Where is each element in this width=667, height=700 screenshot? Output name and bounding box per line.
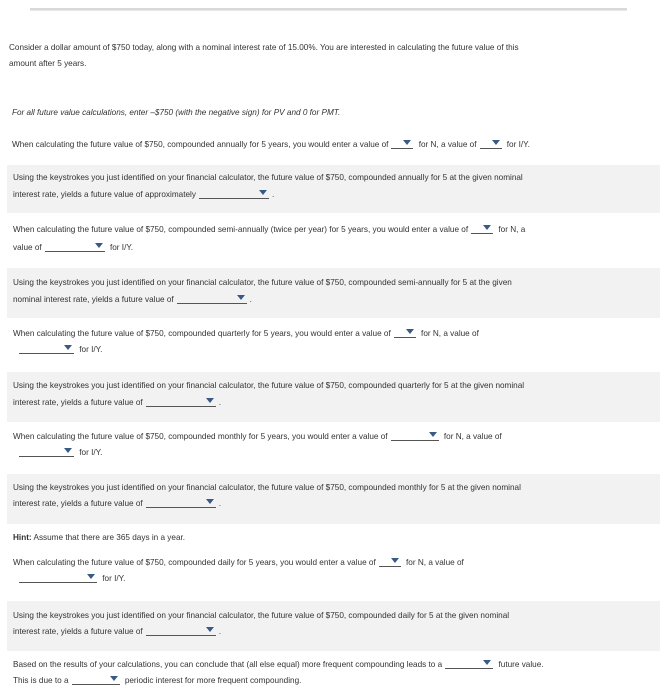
semi-fv-block — [7, 268, 660, 318]
monthly-fv-line-1: Using the keystrokes you just identified on your financial calculator, the future value of $750, compounded monthly for 5 at the given nominal — [13, 483, 521, 492]
quarterly-fv-text: interest rate, yields a future value of — [13, 398, 143, 407]
quarterly-line-2 — [13, 342, 102, 357]
chevron-down-icon — [95, 243, 103, 248]
annual-text-2: for N, a value of — [418, 140, 477, 149]
hint-label: Hint: — [13, 533, 32, 542]
chevron-down-icon — [403, 140, 411, 145]
annual-n-dropdown[interactable] — [391, 138, 413, 149]
daily-line-1 — [13, 555, 464, 570]
chevron-down-icon — [64, 345, 72, 350]
quarterly-fv-block — [7, 372, 660, 422]
quarterly-fv-line-1: Using the keystrokes you just identified on your financial calculator, the future value of $750, compounded quarterly for 5 at the given nominal — [13, 381, 525, 390]
daily-fv-dropdown[interactable] — [146, 625, 216, 636]
daily-fv-block — [7, 601, 660, 651]
annual-fv-text: interest rate, yields a future value of approximately — [13, 190, 196, 199]
daily-iy-dropdown[interactable] — [19, 572, 97, 583]
daily-text-1: When calculating the future value of $750, compounded daily for 5 years, you would enter a value of — [13, 558, 376, 567]
conclusion-text-1: Based on the results of your calculations, you can conclude that (all else equal) more frequent compounding leads to a — [13, 660, 443, 669]
chevron-down-icon — [206, 499, 214, 504]
annual-fv-dropdown[interactable] — [199, 188, 269, 199]
conclusion-interest-dropdown[interactable] — [72, 674, 120, 685]
intro-line-2: amount after 5 years. — [9, 59, 87, 68]
monthly-line-1 — [13, 429, 502, 444]
semi-text-2: for N, a — [498, 225, 526, 234]
instruction-note: For all future value calculations, enter –$750 (with the negative sign) for PV and 0 for PMT. — [12, 108, 341, 117]
chevron-down-icon — [483, 660, 491, 665]
chevron-down-icon — [206, 627, 214, 632]
monthly-line-2 — [13, 445, 102, 460]
daily-hint — [13, 530, 185, 545]
chevron-down-icon — [206, 398, 214, 403]
monthly-text-3: for I/Y. — [79, 448, 103, 457]
hint-text: Assume that there are 365 days in a year. — [33, 533, 186, 542]
annual-fv-line-2 — [13, 187, 274, 202]
monthly-n-dropdown[interactable] — [391, 430, 439, 441]
annual-iy-dropdown[interactable] — [480, 138, 502, 149]
annual-text-1: When calculating the future value of $750, compounded annually for 5 years, you would enter a value of — [12, 140, 389, 149]
semi-iy-dropdown[interactable] — [45, 241, 105, 252]
conclusion-text-2: future value. — [498, 660, 544, 669]
semi-fv-period: . — [249, 295, 252, 304]
chevron-down-icon — [492, 140, 500, 145]
monthly-fv-line-2 — [13, 496, 221, 511]
daily-fv-period: . — [218, 627, 221, 636]
monthly-iy-dropdown[interactable] — [19, 446, 74, 457]
semi-text-3: value of — [13, 243, 42, 252]
semi-fv-text: nominal interest rate, yields a future value of — [13, 295, 174, 304]
problem-intro — [9, 40, 519, 72]
quarterly-fv-line-2 — [13, 395, 221, 410]
semi-n-dropdown[interactable] — [471, 223, 493, 234]
monthly-fv-dropdown[interactable] — [146, 497, 216, 508]
semi-fv-line-1: Using the keystrokes you just identified on your financial calculator, the future value of $750, compounded semi-annually for 5 at the given — [13, 278, 512, 287]
semi-block — [7, 219, 660, 264]
chevron-down-icon — [64, 448, 72, 453]
semi-text-4: for I/Y. — [109, 243, 134, 252]
conclusion-line-1 — [13, 657, 544, 672]
daily-n-dropdown[interactable] — [379, 556, 401, 567]
semi-fv-line-2 — [13, 292, 252, 307]
annual-fv-period: . — [271, 190, 275, 199]
chevron-down-icon — [237, 295, 245, 300]
monthly-block — [7, 426, 660, 470]
monthly-fv-block — [7, 474, 660, 524]
daily-line-2 — [13, 571, 125, 586]
daily-fv-text: interest rate, yields a future value of — [13, 627, 143, 636]
semi-line-1 — [13, 222, 525, 237]
quarterly-fv-dropdown[interactable] — [146, 396, 216, 407]
quarterly-text-3: for I/Y. — [79, 345, 103, 354]
monthly-text-2: for N, a value of — [443, 432, 502, 441]
intro-line-1: Consider a dollar amount of $750 today, along with a nominal interest rate of 15.00%. You are interested in calculating the future value of this — [9, 43, 519, 52]
quarterly-fv-period: . — [218, 398, 221, 407]
conclusion-line-2 — [13, 673, 301, 688]
chevron-down-icon — [483, 225, 491, 230]
conclusion-text-4: periodic interest for more frequent compounding. — [124, 676, 302, 685]
chevron-down-icon — [259, 190, 267, 195]
daily-text-2: for N, a value of — [406, 558, 464, 567]
monthly-text-1: When calculating the future value of $750, compounded monthly for 5 years, you would enter a value of — [13, 432, 388, 441]
annual-fv-line-1: Using the keystrokes you just identified on your financial calculator, the future value of $750, compounded annually for 5 at the given nominal — [13, 173, 523, 182]
quarterly-text-1: When calculating the future value of $750, compounded quarterly for 5 years, you would enter a value of — [13, 329, 391, 338]
daily-fv-line-1: Using the keystrokes you just identified on your financial calculator, the future value of $750, compounded daily for 5 at the given nominal — [13, 611, 510, 620]
annual-text-3: for I/Y. — [506, 140, 530, 149]
top-divider — [30, 8, 627, 11]
daily-block — [7, 528, 660, 592]
quarterly-text-2: for N, a value of — [421, 329, 479, 338]
semi-text-1: When calculating the future value of $750, compounded semi-annually (twice per year) for 5 years, you would enter a value of — [13, 225, 469, 234]
conclusion-fv-dropdown[interactable] — [445, 658, 493, 669]
conclusion-block — [7, 655, 660, 700]
monthly-fv-text: interest rate, yields a future value of — [13, 499, 143, 508]
monthly-fv-period: . — [218, 499, 221, 508]
annual-question — [12, 137, 530, 152]
semi-line-2 — [13, 240, 133, 255]
annual-fv-block — [7, 165, 660, 213]
daily-fv-line-2 — [13, 624, 221, 639]
chevron-down-icon — [406, 329, 414, 334]
quarterly-block — [7, 322, 660, 366]
daily-text-3: for I/Y. — [102, 574, 126, 583]
quarterly-line-1 — [13, 326, 479, 341]
chevron-down-icon — [87, 574, 95, 579]
conclusion-text-3: This is due to a — [13, 676, 69, 685]
chevron-down-icon — [110, 676, 118, 681]
quarterly-n-dropdown[interactable] — [394, 327, 416, 338]
semi-fv-dropdown[interactable] — [177, 293, 247, 304]
quarterly-iy-dropdown[interactable] — [19, 343, 74, 354]
chevron-down-icon — [391, 558, 399, 563]
chevron-down-icon — [429, 432, 437, 437]
